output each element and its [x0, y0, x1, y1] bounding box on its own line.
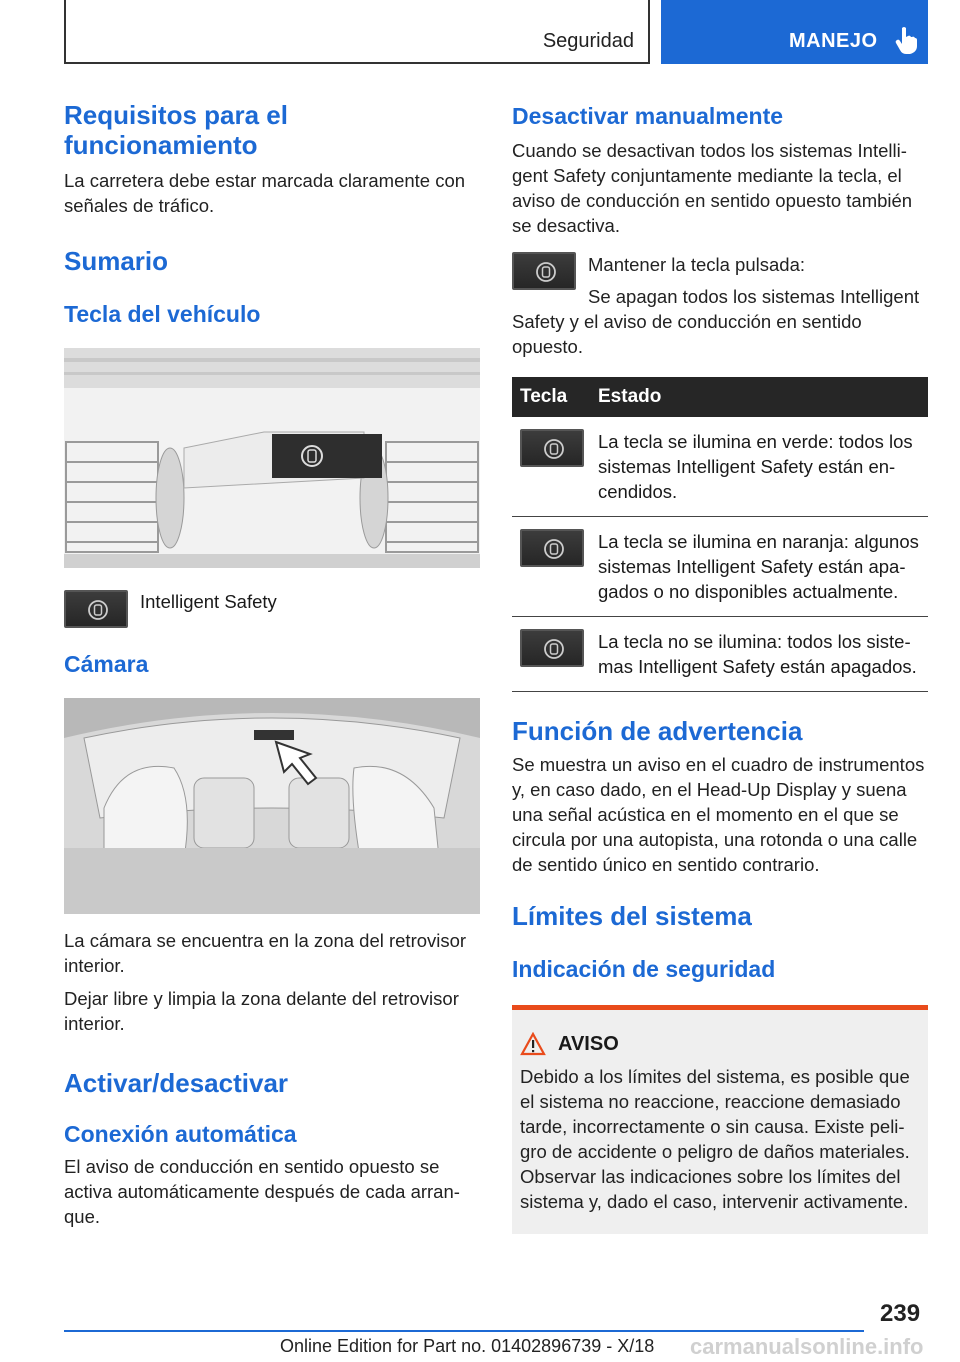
watermark: carmanualsonline.info	[690, 1334, 924, 1359]
step-2-text: Se apagan todos los sistemas Intelligent Safety y el aviso de conducción en sentido opuesto.	[512, 286, 920, 357]
intelligent-safety-key-icon	[64, 590, 128, 628]
table-row	[512, 417, 928, 517]
table-header-state: Estado	[590, 377, 928, 417]
key-photo	[64, 348, 480, 568]
header-chapter-tab[interactable]	[661, 0, 928, 64]
table-cell-state: La tecla se ilumina en verde: todos los sistemas Intelligent Safety están encendidos.	[590, 417, 928, 517]
text-desactivar: Cuando se desactivan todos los sistemas Intelligent Safety conjuntamente mediante la tecla, el aviso de conducción en sentido opuesto también se desactiva.	[512, 140, 913, 236]
heading-activar: Activar/desactivar	[64, 1068, 289, 1098]
text-funcion: Se muestra un aviso en el cuadro de instrumentos y, en caso dado, en el Head-Up Display y suena una señal acústica en el momento en el que se circula por una autopista, una rotonda o una calle de sentido único en sentido contrario.	[512, 754, 925, 875]
text-conexion: El aviso de conducción en sentido opuesto se activa automáticamente después de cada arranque.	[64, 1156, 460, 1227]
step-1-text: Mantener la tecla pulsada:	[588, 254, 805, 275]
header-section-title: Seguridad	[542, 30, 634, 52]
heading-requisitos: Requisitos para el funcionamiento	[64, 100, 288, 160]
heading-sumario: Sumario	[64, 246, 169, 276]
table-cell-state: La tecla no se ilumina: todos los sistemas Intelligent Safety están apagados.	[590, 617, 928, 692]
intelligent-safety-key-icon	[520, 529, 584, 567]
step-row	[512, 252, 928, 302]
heading-tecla: Tecla del vehículo	[64, 301, 261, 327]
hand-pointer-icon	[893, 26, 919, 54]
heading-limites: Límites del sistema	[512, 901, 752, 931]
heading-indicacion: Indicación de seguridad	[512, 956, 776, 982]
warning-triangle-icon	[520, 1032, 546, 1056]
warning-title: AVISO	[558, 1032, 619, 1055]
footer-edition: Online Edition for Part no. 01402896739 - X/18	[280, 1336, 655, 1356]
camera-photo	[64, 698, 480, 914]
table-cell-state: La tecla se ilumina en naranja: algunos sistemas Intelligent Safety están apagados o no disponibles actualmente.	[590, 517, 928, 617]
text-camara-2: Dejar libre y limpia la zona delante del retrovisor interior.	[64, 988, 459, 1034]
key-legend-label: Intelligent Safety	[140, 591, 277, 612]
key-legend	[64, 590, 480, 628]
table-header-key: Tecla	[512, 377, 590, 417]
warning-header	[520, 1032, 920, 1056]
right-column	[512, 100, 928, 1234]
header-section-box	[64, 0, 650, 64]
warning-text: Debido a los límites del sistema, es posible que el sistema no reaccione, reaccione demasiado tarde, incorrectamente o sin causa. Existe peligro de accidente o peligro de daños materiales. Observar las indicaciones sobre los límites del sistema y, dado el caso, intervenir activamente.	[520, 1066, 910, 1212]
heading-conexion: Conexión automática	[64, 1121, 297, 1147]
footer-divider	[64, 1330, 864, 1332]
page-number: 239	[880, 1300, 921, 1327]
key-state-table	[512, 377, 928, 692]
left-column	[64, 100, 480, 1229]
text-camara-1: La cámara se encuentra en la zona del retrovisor interior.	[64, 930, 467, 976]
table-row	[512, 617, 928, 692]
heading-funcion: Función de advertencia	[512, 716, 803, 746]
warning-box	[512, 1005, 928, 1234]
header-chapter-title: MANEJO	[789, 30, 878, 52]
heading-camara: Cámara	[64, 651, 149, 677]
heading-desactivar: Desactivar manualmente	[512, 103, 784, 129]
text-requisitos: La carretera debe estar marcada claramente con señales de tráfico.	[64, 170, 466, 216]
intelligent-safety-key-icon	[520, 429, 584, 467]
intelligent-safety-key-icon	[512, 252, 576, 290]
intelligent-safety-key-icon	[520, 629, 584, 667]
table-row	[512, 517, 928, 617]
